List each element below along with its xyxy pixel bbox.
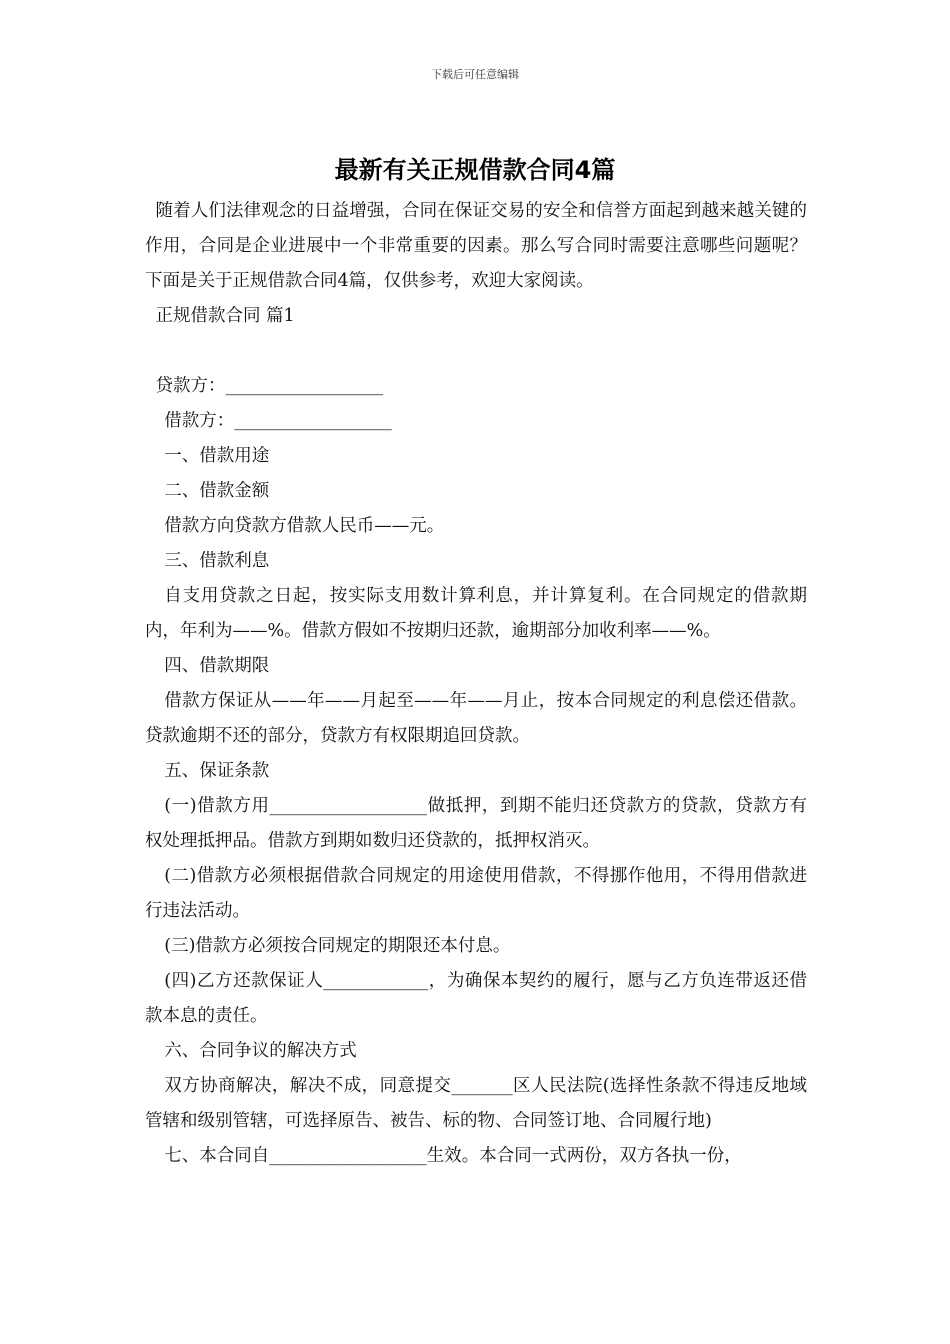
clause-heading: 六、合同争议的解决方式	[164, 1041, 357, 1061]
page-header-note: 下载后可任意编辑	[431, 68, 519, 81]
clause-paragraph: 借款方向贷款方借款人民币——元。	[164, 516, 445, 536]
borrower-line: 借款方：__________________	[164, 411, 392, 431]
clause-heading: 四、借款期限	[164, 656, 270, 676]
section-heading: 正规借款合同 篇1	[155, 306, 295, 326]
intro-paragraph: 随着人们法律观念的日益增强，合同在保证交易的安全和信誉方面起到越来越关键的作用，合同是企业进展中一个非常重要的因素。那么写合同时需要注意哪些问题呢？下面是关于正规借款合同4篇，仅供参考，欢迎大家阅读。	[145, 201, 807, 291]
clause-paragraph: 借款方保证从——年——月起至——年——月止，按本合同规定的利息偿还借款。贷款逾期不还的部分，贷款方有权限期追回贷款。	[145, 691, 807, 746]
clause-heading: 一、借款用途	[164, 446, 270, 466]
clause-paragraph: (二)借款方必须根据借款合同规定的用途使用借款，不得挪作他用，不得用借款进行违法活动。	[145, 866, 807, 921]
clause-paragraph: 自支用贷款之日起，按实际支用数计算利息，并计算复利。在合同规定的借款期内，年利为——%。借款方假如不按期归还款，逾期部分加收利率——%。	[145, 586, 807, 641]
document-body	[145, 194, 807, 1174]
clause-heading: 五、保证条款	[164, 761, 270, 781]
clause-paragraph: (一)借款方用__________________做抵押，到期不能归还贷款方的贷款，贷款方有权处理抵押品。借款方到期如数归还贷款的，抵押权消灭。	[145, 796, 807, 851]
clause-paragraph: (四)乙方还款保证人____________，为确保本契约的履行，愿与乙方负连带返还借款本息的责任。	[145, 971, 807, 1026]
clause-paragraph: (三)借款方必须按合同规定的期限还本付息。	[164, 936, 511, 956]
clause-paragraph: 七、本合同自__________________生效。本合同一式两份，双方各执一份，	[164, 1146, 742, 1166]
clause-heading: 三、借款利息	[164, 551, 270, 571]
clause-paragraph: 双方协商解决，解决不成，同意提交_______区人民法院(选择性条款不得违反地域管辖和级别管辖，可选择原告、被告、标的物、合同签订地、合同履行地)	[145, 1076, 807, 1131]
lender-line: 贷款方：__________________	[155, 376, 383, 396]
clause-heading: 二、借款金额	[164, 481, 270, 501]
document-title: 最新有关正规借款合同4篇	[334, 156, 616, 184]
